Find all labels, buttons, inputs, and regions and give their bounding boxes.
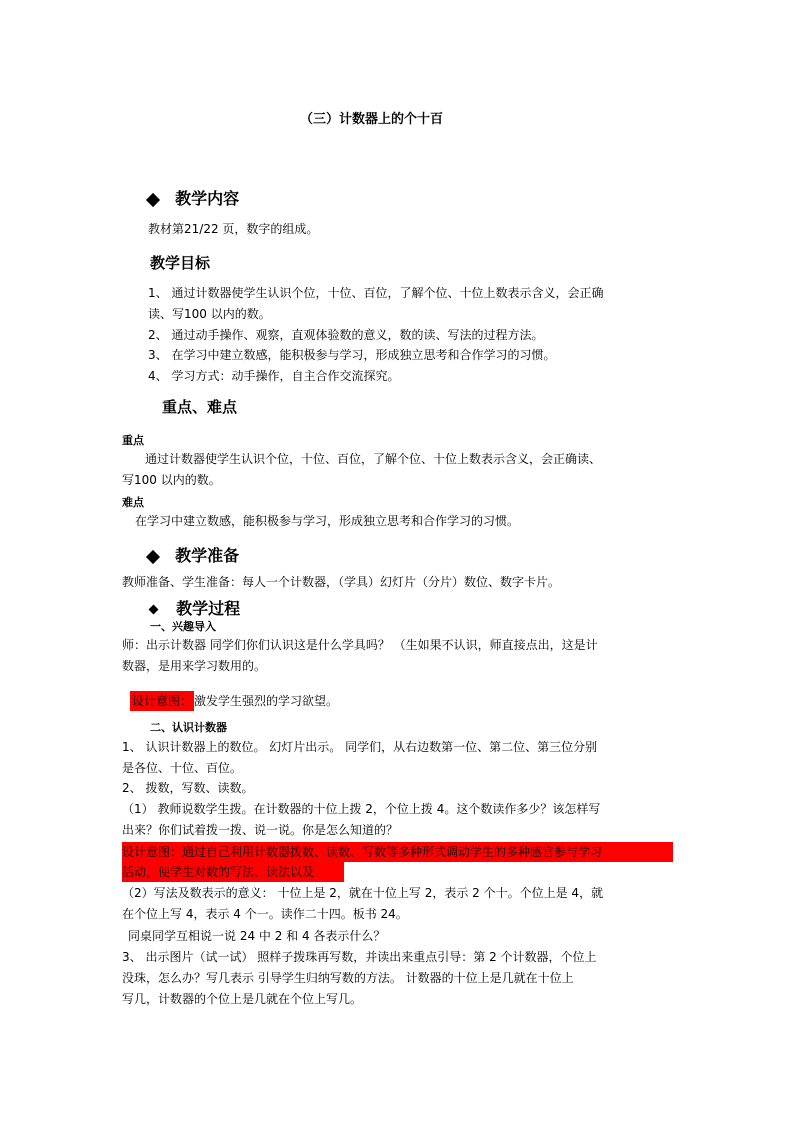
content-text: 教材第21/22 页，数字的组成。 <box>148 222 319 236</box>
goal-line: 4、 学习方式：动手操作，自主合作交流探究。 <box>148 369 400 383</box>
content-heading-label: 教学内容 <box>175 189 240 208</box>
step2-line: 2、 拨数，写数、读数。 <box>122 781 254 795</box>
prep-text: 教师准备、学生准备：每人一个计数器，（学具）幻灯片（分片）数位、数字卡片。 <box>122 575 561 589</box>
step1-line: 数器，是用来学习数用的。 <box>122 659 267 673</box>
goal-line: 3、 在学习中建立数感，能积极参与学习，形成独立思考和合作学习的习惯。 <box>148 348 556 362</box>
diamond-bullet-icon <box>149 605 159 615</box>
goal-line: 读、写100 以内的数。 <box>148 307 271 321</box>
goal-line: 2、 通过动手操作、观察，直观体验数的意义，数的读、写法的过程方法。 <box>148 328 544 342</box>
section-heading-process <box>150 596 240 619</box>
design-note-2-line: 活动，使学生对数的写法、读法以及 <box>122 865 315 879</box>
design-label-highlight: 设计意图： <box>130 691 194 711</box>
diamond-bullet-icon <box>146 549 160 563</box>
difficulty-text: 在学习中建立数感，能积极参与学习，形成独立思考和合作学习的习惯。 <box>135 514 520 528</box>
step2-heading: 二、认识计数器 <box>150 721 227 734</box>
step2-more-line: 在个位上写 4，表示 4 个一。读作二十四。板书 24。 <box>122 907 408 921</box>
process-heading-label: 教学过程 <box>176 599 241 618</box>
page-title: （三）计数器上的个十百 <box>300 112 444 127</box>
step2-line: （1） 教师说数学生拨。在计数器的十位上拨 2，个位上拨 4。这个数读作多少？该怎样写 <box>122 802 601 816</box>
key-text-line: 通过计数器使学生认识个位，十位、百位，了解个位、十位上数表示含义，会正确读、 <box>145 452 602 466</box>
step2-line: 出来？你们试着拨一拨、说一说。你是怎么知道的？ <box>122 823 399 837</box>
step2-line: 是各位、十位、百位。 <box>122 761 243 775</box>
diamond-bullet-icon <box>146 192 160 206</box>
step2-more-line: 3、 出示图片（试一试） 照样子拨珠再写数，并读出来重点引导：第 2 个计数器，个位上 <box>122 950 597 964</box>
design-note-2-line: 设计意图：通过自己利用计数器拨数、读数、写数等多种形式调动学生的多种感官参与学习 <box>122 845 603 859</box>
key-text-line: 写100 以内的数。 <box>122 473 221 487</box>
prep-heading-label: 教学准备 <box>175 546 240 565</box>
section-heading-prep <box>148 543 239 566</box>
difficulty-label: 难点 <box>122 496 144 509</box>
step2-more-line: 没珠，怎么办？写几表示 引导学生归纳写数的方法。 计数器的十位上是几就在十位上 <box>122 971 574 985</box>
section-heading-content <box>148 186 239 209</box>
step2-line: 1、 认识计数器上的数位。 幻灯片出示。 同学们，从右边数第一位、第二位、第三位分别 <box>122 740 598 754</box>
goals-heading: 教学目标 <box>150 254 211 272</box>
step1-heading: 一、兴趣导入 <box>150 620 216 633</box>
step2-more-line: （2）写法及数表示的意义： 十位上是 2，就在十位上写 2，表示 2 个十。个位上是 4，就 <box>122 886 604 900</box>
key-difficulty-heading: 重点、难点 <box>162 398 238 416</box>
design-note-1 <box>130 694 338 708</box>
design-note-text: 激发学生强烈的学习欲望。 <box>194 694 339 708</box>
step2-more-line: 写几，计数器的个位上是几就在个位上写几。 <box>122 992 363 1006</box>
key-label: 重点 <box>122 434 144 447</box>
step1-line: 师：出示计数器 同学们你们认识这是什么学具吗？ （生如果不认识，师直接点出，这是计 <box>122 638 598 652</box>
step2-more-line: 同桌同学互相说一说 24 中 2 和 4 各表示什么？ <box>128 929 386 943</box>
goal-line: 1、 通过计数器使学生认识个位，十位、百位，了解个位、十位上数表示含义，会正确 <box>148 286 604 300</box>
